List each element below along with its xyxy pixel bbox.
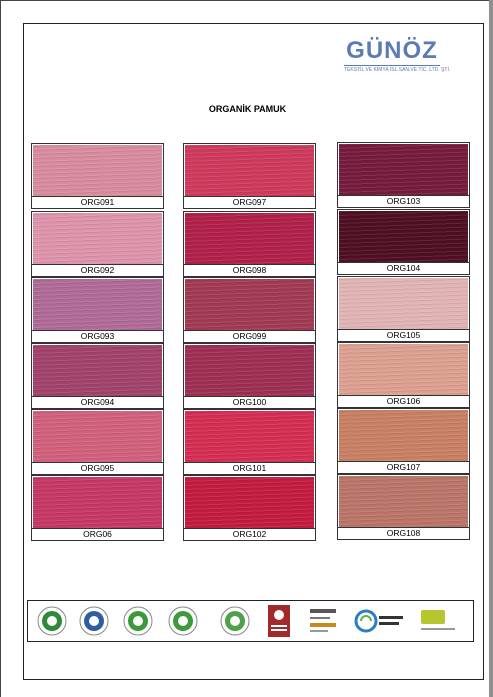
swatch-card[interactable] [183, 143, 316, 209]
yarn-color-sample [339, 278, 468, 329]
color-code: ORG091 [32, 196, 163, 208]
swatch-card[interactable] [183, 409, 316, 475]
color-code: ORG06 [32, 528, 163, 540]
bci-better-cotton-icon [419, 604, 459, 638]
color-code: ORG108 [338, 527, 469, 539]
swatch-card[interactable] [337, 209, 470, 275]
rws-badge-icon [79, 604, 109, 638]
swatch-card[interactable] [31, 211, 164, 277]
swatch-card[interactable] [31, 475, 164, 541]
organic-blended-badge-icon [220, 604, 250, 638]
yarn-color-sample [339, 211, 468, 262]
brand-logo [344, 37, 451, 73]
yarn-color-sample [33, 411, 162, 462]
yarn-color-sample [185, 279, 314, 330]
swatch-card[interactable] [183, 475, 316, 541]
color-code: ORG107 [338, 461, 469, 473]
organic-100-badge-icon [37, 604, 67, 638]
swatch-card[interactable] [31, 343, 164, 409]
yarn-color-sample [185, 345, 314, 396]
yarn-color-sample [33, 477, 162, 528]
swatch-card[interactable] [31, 143, 164, 209]
yarn-color-sample [185, 411, 314, 462]
color-code: ORG100 [184, 396, 315, 408]
yarn-color-sample [185, 145, 314, 196]
cotton-made-in-africa-icon [264, 604, 294, 638]
brand-name: GÜNÖZ [346, 37, 438, 64]
color-code: ORG105 [338, 329, 469, 341]
color-code: ORG094 [32, 396, 163, 408]
yarn-color-sample [339, 410, 468, 461]
yarn-color-sample [185, 477, 314, 528]
gots-organic-textile-icon [168, 604, 198, 638]
yarn-color-sample [33, 213, 162, 264]
yarn-color-sample [339, 344, 468, 395]
recycled-blended-badge-icon [123, 604, 153, 638]
color-code: ORG095 [32, 462, 163, 474]
yarn-color-sample [33, 145, 162, 196]
brand-subtitle: TEKSTİL VE KİMYA İSL.SAN.VE TİC. LTD. ŞTİ. [344, 67, 451, 73]
swatch-card[interactable] [337, 142, 470, 208]
oeko-tex-standard-100-icon [308, 604, 338, 638]
swatch-card[interactable] [183, 211, 316, 277]
color-code: ORG093 [32, 330, 163, 342]
color-code: ORG103 [338, 195, 469, 207]
color-code: ORG101 [184, 462, 315, 474]
yarn-color-sample [33, 345, 162, 396]
swatch-card[interactable] [31, 409, 164, 475]
swatch-card[interactable] [183, 277, 316, 343]
yarn-color-sample [339, 476, 468, 527]
swatch-card[interactable] [337, 276, 470, 342]
swatch-card[interactable] [183, 343, 316, 409]
global-recycled-standard-icon [354, 604, 406, 638]
yarn-color-sample [33, 279, 162, 330]
yarn-color-sample [185, 213, 314, 264]
swatch-card[interactable] [337, 408, 470, 474]
page-title: ORGANİK PAMUK [208, 104, 287, 114]
color-code: ORG098 [184, 264, 315, 276]
color-code: ORG097 [184, 196, 315, 208]
color-code: ORG092 [32, 264, 163, 276]
certification-logos-bar [27, 600, 474, 642]
swatch-card[interactable] [31, 277, 164, 343]
color-code: ORG104 [338, 262, 469, 274]
color-code: ORG102 [184, 528, 315, 540]
color-code: ORG106 [338, 395, 469, 407]
swatch-card[interactable] [337, 474, 470, 540]
color-code: ORG099 [184, 330, 315, 342]
swatch-card[interactable] [337, 342, 470, 408]
yarn-color-sample [339, 144, 468, 195]
